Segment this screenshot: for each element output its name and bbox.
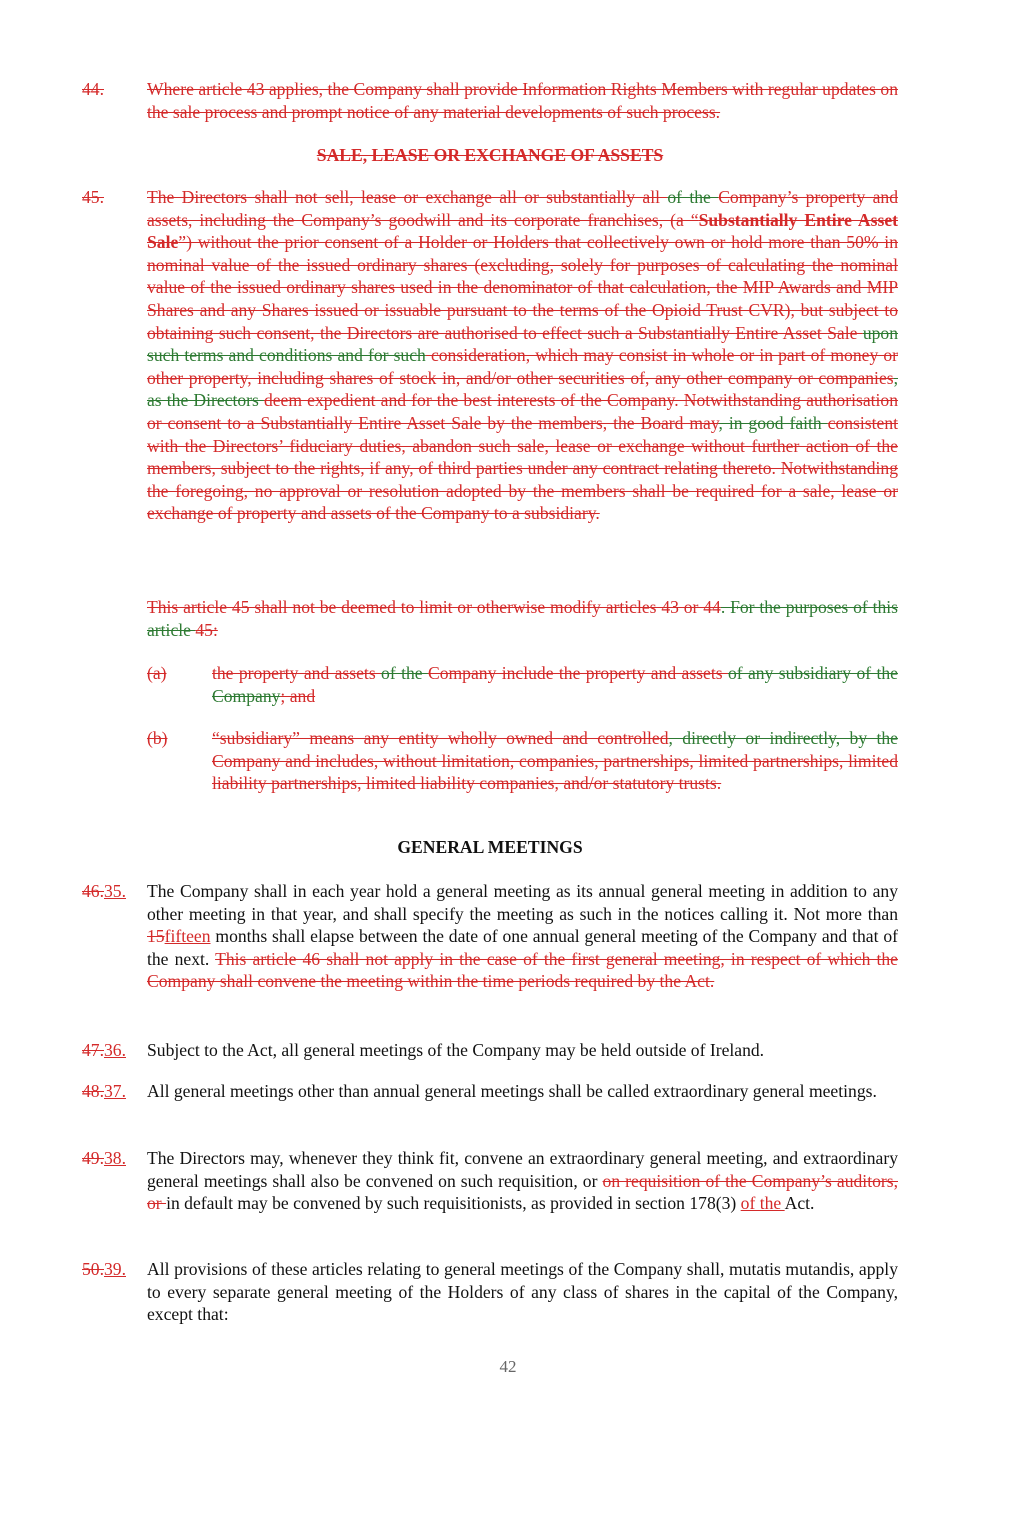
- art50-text: All provisions of these articles relating to general meetings of the Company shall, mutatis mutandis, apply to every separate general meeting of the Holders of any class of shares in the capital of the Company, except that:: [147, 1259, 898, 1325]
- art45-green-2: upon such terms and conditions and for such: [147, 322, 898, 366]
- art45-cont-green-1: . For the purposes of this article: [147, 597, 899, 640]
- heading-general-meetings: GENERAL MEETINGS: [397, 837, 583, 857]
- art46-text-2: months shall elapse between the date of one annual general meeting of the Company and that of the next.: [147, 926, 898, 969]
- article-49-38: [82, 1147, 898, 1215]
- item-b-part-2: Company and includes, without limitation, companies, partnerships, limited partnerships, limited liability partnerships, limited liability companies, and/or statutory trusts.: [212, 750, 898, 794]
- art45-part-1: The Directors shall not sell, lease or exchange all or substantially all: [147, 187, 668, 207]
- article-44: [82, 78, 898, 123]
- article-47-old-number: 47.: [82, 1040, 104, 1060]
- article-48-37: [82, 1080, 898, 1103]
- art48-text: All general meetings other than annual general meetings shall be called extraordinary general meetings.: [147, 1081, 877, 1101]
- item-a-part-2: Company include the property and assets: [427, 663, 728, 683]
- art46-deleted-sentence: This article 46 shall not apply in the case of the first general meeting, in respect of which the Company shall convene the meeting within the time periods required by the Act.: [147, 948, 898, 992]
- article-49-old-number: 49.: [82, 1148, 104, 1168]
- article-48-old-number: 48.: [82, 1081, 104, 1101]
- art45-cont-part-1: This article 45 shall not be deemed to limit or otherwise modify articles 43 or 44: [147, 597, 721, 617]
- heading-sale-lease-exchange: SALE, LEASE OR EXCHANGE OF ASSETS: [316, 145, 664, 165]
- art45-green-4: , in good faith: [718, 412, 828, 433]
- item-a-green-1: of the: [381, 663, 428, 683]
- art45-part-3: ”) without the prior consent of a Holder or Holders that collectively own or hold more than 50% in nominal value of the issued ordinary shares (excluding, solely for purposes of calculating the nominal value of the issued ordinary shares used in the denominator of that calculation, the MIP Awards and MIP Shares and any Shares issued or issuable pursuant to the terms of the Opioid Trust CVR), but subject to obtaining such consent, the Directors are authorised to effect such a Substantially Entire Asset Sale: [147, 232, 898, 343]
- article-38-new-number: 38.: [104, 1148, 126, 1168]
- item-a-green-2: of any subsidiary of the Company: [212, 663, 898, 706]
- article-46-35: [82, 880, 898, 993]
- page-number: 42: [499, 1357, 517, 1376]
- art45-part-5: deem expedient and for the best interests of the Company. Notwithstanding authorisation or consent to a Substantially Entire Asset Sale by the members, the Board may: [147, 390, 899, 433]
- article-46-old-number: 46.: [82, 881, 104, 901]
- art46-inserted-fifteen: fifteen: [164, 926, 211, 947]
- art45-part-2: Company’s property and assets, including the Company’s goodwill and its corporate franchises, (a “: [147, 187, 899, 230]
- article-45-continuation: [147, 596, 898, 641]
- article-45: [82, 186, 898, 525]
- article-45-text: [147, 186, 898, 525]
- article-50-old-number: 50.: [82, 1259, 104, 1279]
- item-a: [147, 662, 898, 707]
- item-a-part-1: the property and assets: [212, 663, 382, 683]
- article-35-new-number: 35.: [104, 881, 126, 901]
- art46-deleted-15: 15: [147, 926, 165, 947]
- art49-deleted-text: on requisition of the Company’s auditors, or: [147, 1170, 898, 1214]
- item-a-label: (a): [147, 663, 167, 683]
- article-37-new-number: 37.: [104, 1081, 126, 1101]
- item-b: [147, 727, 898, 795]
- article-50-39: [82, 1258, 898, 1326]
- art46-text-1: The Company shall in each year hold a general meeting as its annual general meeting in addition to any other meeting in that year, and shall specify the meeting as such in the notices calling it. Not more than: [147, 881, 898, 924]
- article-47-36: [82, 1039, 898, 1062]
- article-39-new-number: 39.: [104, 1259, 126, 1279]
- art45-cont-part-2: 45:: [195, 619, 218, 640]
- art49-text-2: in default may be convened by such requisitionists, as provided in section 178(3): [166, 1193, 741, 1214]
- art45-part-6: consistent with the Directors’ fiduciary duties, abandon such sale, lease or exchange without further action of the members, subject to the rights, if any, of third parties under any contract relating thereto. Notwithstanding the foregoing, no approval or resolution adopted by the members shall be required for a sale, lease or exchange of property and assets of the Company to a subsidiary.: [147, 412, 899, 524]
- art49-text-3: Act.: [784, 1193, 815, 1214]
- art47-text: Subject to the Act, all general meetings of the Company may be held outside of Ireland.: [147, 1040, 765, 1060]
- article-45-number: 45.: [82, 187, 104, 207]
- article-36-new-number: 36.: [104, 1040, 126, 1060]
- art45-part-4: consideration, which may consist in whole or in part of money or other property, including shares of stock in, and/or other securities of, any other company or companies: [147, 345, 898, 388]
- article-44-number: 44.: [82, 79, 104, 99]
- article-44-text: Where article 43 applies, the Company shall provide Information Rights Members with regular updates on the sale process and prompt notice of any material developments of such process.: [147, 79, 898, 122]
- art45-green-1: of the: [667, 187, 719, 207]
- art45-defined-term: Substantially Entire Asset Sale: [147, 209, 899, 253]
- item-b-label: (b): [147, 728, 168, 748]
- item-b-green-1: , directly or indirectly, by the: [668, 728, 898, 748]
- item-b-part-1: “subsidiary” means any entity wholly owned and controlled: [212, 728, 669, 748]
- art49-inserted-of-the: of the: [740, 1193, 785, 1214]
- item-a-part-3: ; and: [280, 685, 316, 706]
- art49-text-1: The Directors may, whenever they think fit, convene an extraordinary general meeting, and extraordinary general meetings shall also be convened on such requisition, or: [147, 1148, 898, 1191]
- art45-green-3: , as the Directors: [147, 367, 898, 411]
